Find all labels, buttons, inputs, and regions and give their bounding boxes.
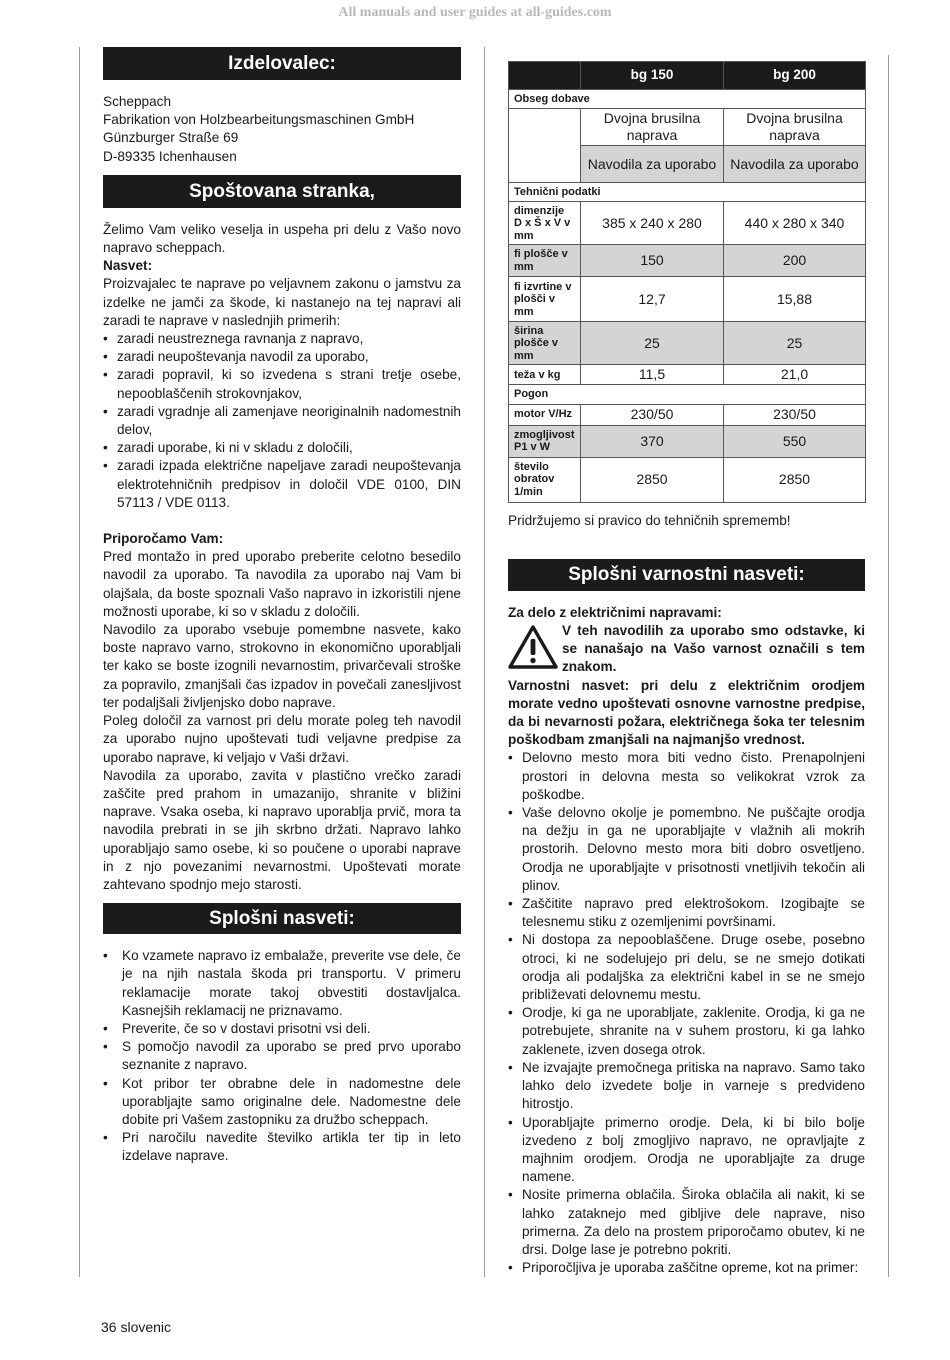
splosni-list: [103, 947, 461, 1165]
supply-cell: Navodila za uporabo: [724, 146, 866, 183]
list-item: • Kot pribor ter obrabne dele in nadomestne dele uporabljajte samo originalne dele. Nadomestne dele dobite pri Vašem zastopniku za družbo scheppach.: [103, 1075, 461, 1130]
supply-cell: Dvojna brusilna naprava: [724, 109, 866, 146]
header-bg200: bg 200: [724, 62, 866, 90]
row-label: število obratov 1/min: [509, 457, 581, 502]
section-row: [509, 183, 866, 202]
table-row: [509, 202, 866, 245]
value-cell: 12,7: [581, 277, 724, 322]
row-label: motor V/Hz: [509, 404, 581, 425]
pridrzujemo-note: Pridržujemo si pravico do tehničnih sprememb!: [508, 512, 791, 528]
row-label: zmogljivost P1 v W: [509, 425, 581, 457]
value-cell: 25: [724, 322, 866, 365]
value-cell: 21,0: [724, 365, 866, 385]
list-item: • Zaščitite napravo pred elektrošokom. Izogibajte se telesnemu stiku z ozemljenimi površinami.: [508, 895, 865, 931]
list-item: • Priporočljiva je uporaba zaščitne opreme, kot na primer:: [508, 1259, 865, 1277]
splosni-heading: Splošni nasveti:: [103, 903, 461, 934]
table-row: [509, 457, 866, 502]
row-label: fi plošče v mm: [509, 245, 581, 277]
address-line: Fabrikation von Holzbearbeitungsmaschinen GmbH: [103, 112, 415, 128]
empty-cell: [509, 109, 581, 183]
header-empty-cell: [509, 62, 581, 90]
value-cell: 385 x 240 x 280: [581, 202, 724, 245]
table-row: [509, 277, 866, 322]
right-column: [508, 61, 865, 1277]
nasvet-list: [103, 330, 461, 512]
list-item: • Preverite, če so v dostavi prisotni vsi deli.: [103, 1020, 461, 1038]
list-item: • Ne izvajajte premočnega pritiska na napravo. Samo tako lahko delo izvedete bolje in varneje s predvideno hitrostjo.: [508, 1059, 865, 1114]
watermark: All manuals and user guides at all-guides.com: [338, 5, 612, 20]
value-cell: 440 x 280 x 340: [724, 202, 866, 245]
value-cell: 15,88: [724, 277, 866, 322]
value-cell: 150: [581, 245, 724, 277]
list-item: • Ni dostopa za nepooblaščene. Druge osebe, posebno otroci, ki ne sodelujejo pri delu, se ne smejo dotikati orodja ali podaljška za električni kabel in se ne smejo približevati delovnemu mestu.: [508, 931, 865, 1004]
varnostni-nasvet: Varnostni nasvet: pri delu z električnim orodjem morate vedno upoštevati osnovne varnostne predpise, da bi nevarnosti požara, električnega šoka ter telesnim poškodbam zmanjšali na najmanjšo vrednost.: [508, 677, 865, 748]
table-header-row: [509, 62, 866, 90]
table-row: [509, 322, 866, 365]
value-cell: 550: [724, 425, 866, 457]
list-item: • zaradi vgradnje ali zamenjave neoriginalnih nadomestnih delov,: [103, 403, 461, 439]
value-cell: 2850: [724, 457, 866, 502]
address-line: Scheppach: [103, 94, 172, 109]
list-item: • zaradi neustreznega ravnanja z napravo,: [103, 330, 461, 348]
value-cell: 11,5: [581, 365, 724, 385]
left-margin-rule: [79, 47, 80, 1277]
value-cell: 200: [724, 245, 866, 277]
pogon-label: Pogon: [509, 385, 866, 404]
list-item: • zaradi neupoštevanja navodil za uporabo,: [103, 348, 461, 366]
list-item: • Nosite primerna oblačila. Široka oblačila ali nakit, ki se lahko zataknejo med gibljive dele naprave, niso primerna. Za delo na prostem priporočamo obutev, ki ne drsi. Dolge lase je potrebno pokriti.: [508, 1186, 865, 1259]
izdelovalec-heading: Izdelovalec:: [103, 47, 461, 80]
table-row: [509, 109, 866, 146]
manufacturer-address: [103, 93, 461, 166]
list-item: • Ko vzamete napravo iz embalaže, preverite vse dele, če je na njih nastala škoda pri transportu. V primeru reklamacije morate takoj obvestiti dostavljalca. Kasnejših reklamacij ne priznavamo.: [103, 947, 461, 1020]
table-row: [509, 365, 866, 385]
left-column: [103, 47, 461, 1166]
paragraph: Poleg določil za varnost pri delu morate poleg teh navodil za uporabo nujno upoštevati tudi veljavne predpise za uporabo naprave, ki veljajo v Vaši državi.: [103, 713, 461, 765]
warning-text: V teh navodilih za uporabo smo odstavke, ki se nanašajo na Vašo varnost označili s tem znakom.: [562, 623, 865, 675]
spec-table: [508, 61, 866, 503]
safety-list: [508, 749, 865, 1277]
nasvet-text: Proizvajalec te naprave po veljavnem zakonu o jamstvu za izdelke ne jamči za škode, ki nastanejo na tej napravi ali zaradi te naprave v naslednjih primerih:: [103, 276, 461, 328]
paragraph: Navodilo za uporabo vsebuje pomembne nasvete, kako boste napravo varno, strokovno in ekonomično uporabljali ter kako se boste izognili nevarnostim, privarčevali stroške za popravilo, zmanjšali čas izpadov in povečali zanesljivost ter podaljšali življenjsko dobo naprave.: [103, 622, 461, 710]
list-item: • Orodje, ki ga ne uporabljate, zaklenite. Orodja, ki ga ne potrebujete, shranite na v suhem prostoru, ki ga lahko zaklenete, izven dosega otrok.: [508, 1004, 865, 1059]
za-delo-heading: Za delo z električnimi napravami:: [508, 604, 722, 620]
list-item: • Vaše delovno okolje je pomembno. Ne puščajte orodja na dežju in ga ne uporabljajte v vlažnih ali mokrih prostorih. Delovno mesto mora biti dobro osvetljeno. Orodja ne uporabljajte v prisotnosti vnetljivih tekočin ali plinov.: [508, 804, 865, 895]
priporocamo-heading: Priporočamo Vam:: [103, 531, 224, 547]
list-item: • Pri naročilu navedite številko artikla ter tip in leto izdelave naprave.: [103, 1129, 461, 1165]
table-row: [509, 425, 866, 457]
row-label: fi izvrtine v plošči v mm: [509, 277, 581, 322]
intro-text: Želimo Vam veliko veselja in uspeha pri delu z Vašo novo napravo scheppach.: [103, 221, 461, 256]
list-item: • Delovno mesto mora biti vedno čisto. Prenapolnjeni prostori in delovna mesta so velikokrat vzrok za poškodbe.: [508, 749, 865, 804]
supply-cell: Navodila za uporabo: [581, 146, 724, 183]
paragraph: Navodila za uporabo, zavita v plastično vrečko zaradi zaščite pred prahom in umazanijo, shranite v bližini naprave. Vsaka oseba, ki napravo uporablja prvič, mora ta navodila prebrati in se jih skrbno držati. Napravo lahko uporabljajo samo osebe, ki so poučene o uporabi naprave in z njo povezanimi nevarnostmi. Upoštevati morate zahtevano spodnjo mejo starosti.: [103, 767, 461, 892]
page-footer: 36 slovenic: [101, 1319, 172, 1335]
list-item: • S pomočjo navodil za uporabo se pred prvo uporabo seznanite z napravo.: [103, 1038, 461, 1074]
value-cell: 2850: [581, 457, 724, 502]
center-rule: [484, 47, 485, 1277]
warning-triangle-icon: [508, 624, 558, 670]
list-item: • zaradi popravil, ki so izvedena s strani tretje osebe, nepooblaščenih strokovnjakov,: [103, 366, 461, 402]
nasvet-heading: Nasvet:: [103, 258, 153, 274]
address-line: D-89335 Ichenhausen: [103, 148, 237, 164]
list-item: • zaradi uporabe, ki ni v skladu z določili,: [103, 439, 461, 457]
value-cell: 230/50: [581, 404, 724, 425]
address-line: Günzburger Straße 69: [103, 130, 239, 146]
value-cell: 230/50: [724, 404, 866, 425]
section-row: [509, 90, 866, 109]
section-row: [509, 385, 866, 404]
supply-cell: Dvojna brusilna naprava: [581, 109, 724, 146]
tehnicni-podatki-label: Tehnični podatki: [509, 183, 866, 202]
value-cell: 25: [581, 322, 724, 365]
stranka-heading: Spoštovana stranka,: [103, 175, 461, 208]
list-item: • Uporabljajte primerno orodje. Dela, ki bi bilo bolje izvedeno z bolj zmogljivo napravo, ne opravljajte z majhnim orodjem. Orodja ne uporabljajte za druge namene.: [508, 1114, 865, 1187]
varnostni-heading: Splošni varnostni nasveti:: [508, 559, 865, 591]
paragraph: Pred montažo in pred uporabo preberite celotno besedilo navodil za uporabo. Ta navodila za uporabo naj Vam bi olajšala, da boste spoznali Vašo napravo in izkoristili njene možnosti uporabe, ki so v skladu z določili.: [103, 549, 461, 619]
header-bg150: bg 150: [581, 62, 724, 90]
table-row: [509, 404, 866, 425]
value-cell: 370: [581, 425, 724, 457]
warning-block: [508, 622, 865, 677]
list-item: • zaradi izpada električne napeljave zaradi neupoštevanja elektrotehničnih predpisov in določil VDE 0100, DIN 57113 / VDE 0113.: [103, 457, 461, 512]
row-label: dimenzije D x Š x V v mm: [509, 202, 581, 245]
right-margin-rule: [888, 55, 889, 1277]
row-label: teža v kg: [509, 365, 581, 385]
obseg-dobave-label: Obseg dobave: [509, 90, 866, 109]
table-row: [509, 245, 866, 277]
row-label: širina plošče v mm: [509, 322, 581, 365]
